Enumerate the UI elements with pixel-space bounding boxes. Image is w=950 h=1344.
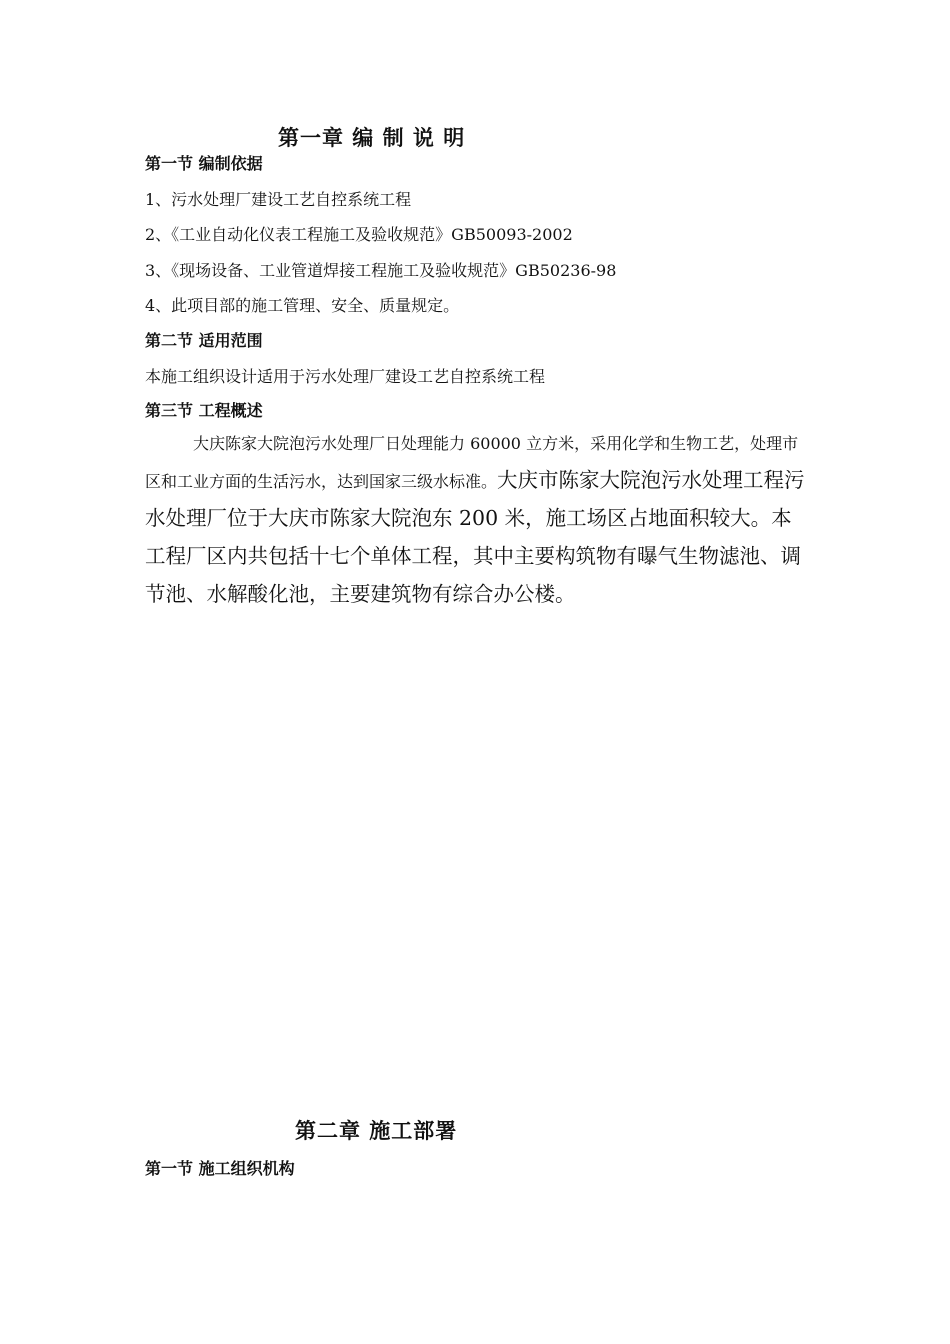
chapter-1-title: 第一章 编 制 说 明 — [278, 126, 466, 150]
section-1-3-title: 第三节 工程概述 — [145, 401, 263, 420]
overview-lead-text: 大庆陈家大院泡污水处理厂日处理能力 60000 立方米，采用化学和生物工艺，处理市区和工业方面的生活污水，达到国家三级水标准。 — [145, 434, 799, 491]
section-2-1-title: 第一节 施工组织机构 — [145, 1159, 295, 1178]
overview-paragraph — [145, 426, 810, 614]
basis-item-2: 2、《工业自动化仪表工程施工及验收规范》GB50093-2002 — [145, 225, 573, 244]
chapter-2-title: 第二章 施工部署 — [295, 1119, 458, 1143]
overview-main-text: 大庆市陈家大院泡污水处理工程污水处理厂位于大庆市陈家大院泡东 200 米，施工场区占地面积较大。本工程厂区内共包括十七个单体工程，其中主要构筑物有曝气生物滤池、调节池、水解酸化池，主要建筑物有综合办公楼。 — [145, 468, 805, 606]
scope-text: 本施工组织设计适用于污水处理厂建设工艺自控系统工程 — [145, 367, 546, 386]
basis-item-4: 4、此项目部的施工管理、安全、质量规定。 — [145, 296, 460, 315]
basis-item-3: 3、《现场设备、工业管道焊接工程施工及验收规范》GB50236-98 — [145, 261, 617, 280]
section-1-1-title: 第一节 编制依据 — [145, 154, 263, 173]
basis-item-1: 1、污水处理厂建设工艺自控系统工程 — [145, 190, 412, 209]
section-1-2-title: 第二节 适用范围 — [145, 331, 263, 350]
